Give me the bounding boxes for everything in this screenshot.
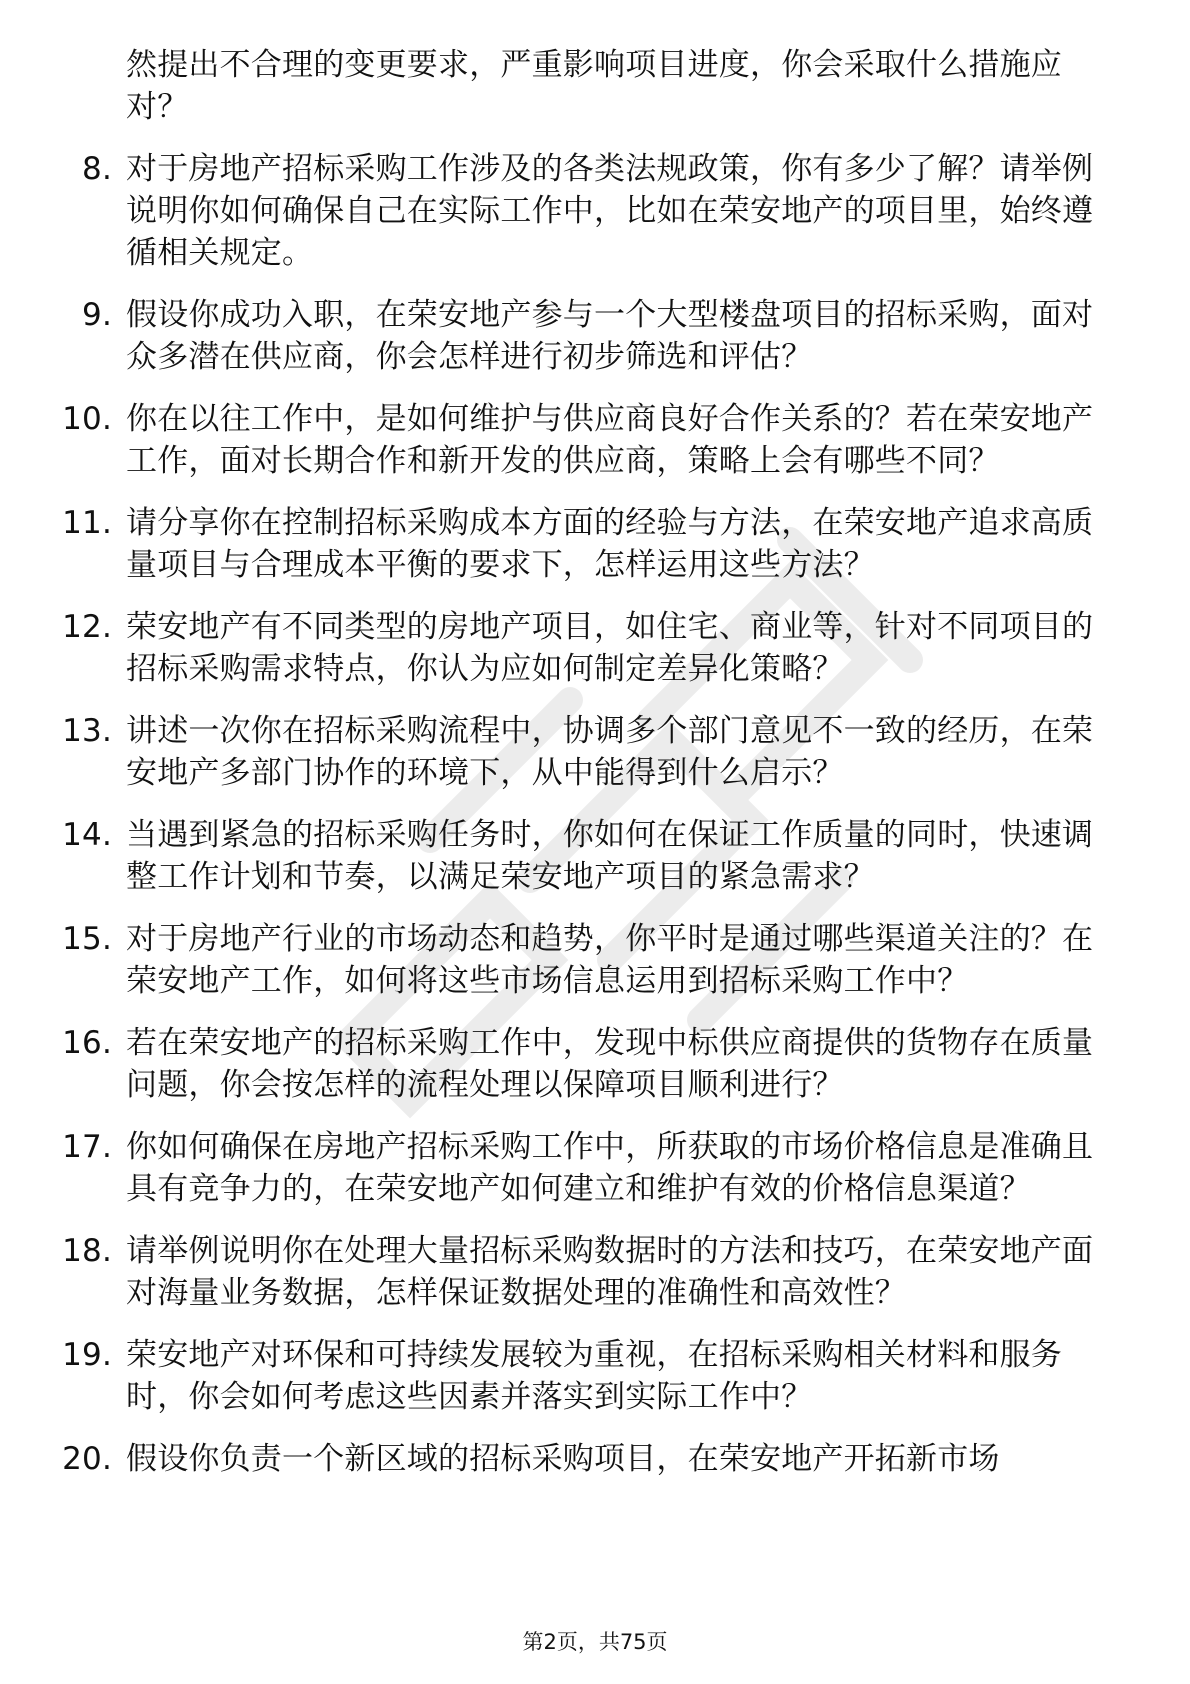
question-number: 18. <box>62 1233 112 1269</box>
question-text: 讲述一次你在招标采购流程中，协调多个部门意见不一致的经历，在荣安地产多部门协作的环境下，从中能得到什么启示？ <box>126 713 1094 791</box>
question-list <box>0 44 1190 1500</box>
question-number: 9. <box>82 297 112 333</box>
continued-question <box>126 44 1110 128</box>
question-text: 当遇到紧急的招标采购任务时，你如何在保证工作质量的同时，快速调整工作计划和节奏，以满足荣安地产项目的紧急需求？ <box>126 817 1094 895</box>
question-number: 15. <box>62 921 112 957</box>
question-text: 若在荣安地产的招标采购工作中，发现中标供应商提供的货物存在质量问题，你会按怎样的流程处理以保障项目顺利进行？ <box>126 1025 1094 1103</box>
question-number: 20. <box>62 1441 112 1477</box>
question-text: 请分享你在控制招标采购成本方面的经验与方法，在荣安地产追求高质量项目与合理成本平衡的要求下，怎样运用这些方法？ <box>126 505 1094 583</box>
question-item <box>62 606 1110 690</box>
question-text: 荣安地产有不同类型的房地产项目，如住宅、商业等，针对不同项目的招标采购需求特点，你认为应如何制定差异化策略？ <box>126 609 1094 687</box>
question-item <box>62 398 1110 482</box>
question-item <box>62 1438 1110 1480</box>
question-text: 然提出不合理的变更要求，严重影响项目进度，你会采取什么措施应对？ <box>126 47 1062 125</box>
question-item <box>62 1230 1110 1314</box>
question-text: 荣安地产对环保和可持续发展较为重视，在招标采购相关材料和服务时，你会如何考虑这些因素并落实到实际工作中？ <box>126 1337 1062 1415</box>
question-number: 8. <box>82 151 112 187</box>
question-text: 对于房地产招标采购工作涉及的各类法规政策，你有多少了解？请举例说明你如何确保自己在实际工作中，比如在荣安地产的项目里，始终遵循相关规定。 <box>126 151 1094 271</box>
question-text: 假设你成功入职，在荣安地产参与一个大型楼盘项目的招标采购，面对众多潜在供应商，你会怎样进行初步筛选和评估？ <box>126 297 1094 375</box>
question-item <box>62 502 1110 586</box>
question-item <box>62 1334 1110 1418</box>
question-item <box>82 148 1110 274</box>
question-number: 13. <box>62 713 112 749</box>
question-number: 14. <box>62 817 112 853</box>
question-item <box>82 294 1110 378</box>
question-item <box>62 814 1110 898</box>
question-text: 你在以往工作中，是如何维护与供应商良好合作关系的？若在荣安地产工作，面对长期合作和新开发的供应商，策略上会有哪些不同？ <box>126 401 1094 479</box>
question-item <box>62 918 1110 1002</box>
question-text: 假设你负责一个新区域的招标采购项目，在荣安地产开拓新市场 <box>126 1441 1000 1477</box>
question-item <box>62 1022 1110 1106</box>
question-text: 请举例说明你在处理大量招标采购数据时的方法和技巧，在荣安地产面对海量业务数据，怎样保证数据处理的准确性和高效性？ <box>126 1233 1094 1311</box>
question-text: 对于房地产行业的市场动态和趋势，你平时是通过哪些渠道关注的？在荣安地产工作，如何将这些市场信息运用到招标采购工作中？ <box>126 921 1094 999</box>
question-item <box>62 710 1110 794</box>
question-number: 16. <box>62 1025 112 1061</box>
question-number: 10. <box>62 401 112 437</box>
question-number: 12. <box>62 609 112 645</box>
question-text: 你如何确保在房地产招标采购工作中，所获取的市场价格信息是准确且具有竞争力的，在荣安地产如何建立和维护有效的价格信息渠道？ <box>126 1129 1094 1207</box>
question-item <box>62 1126 1110 1210</box>
page-footer: 第2页，共75页 <box>522 1630 668 1654</box>
question-number: 17. <box>62 1129 112 1165</box>
question-number: 11. <box>62 505 112 541</box>
question-number: 19. <box>62 1337 112 1373</box>
